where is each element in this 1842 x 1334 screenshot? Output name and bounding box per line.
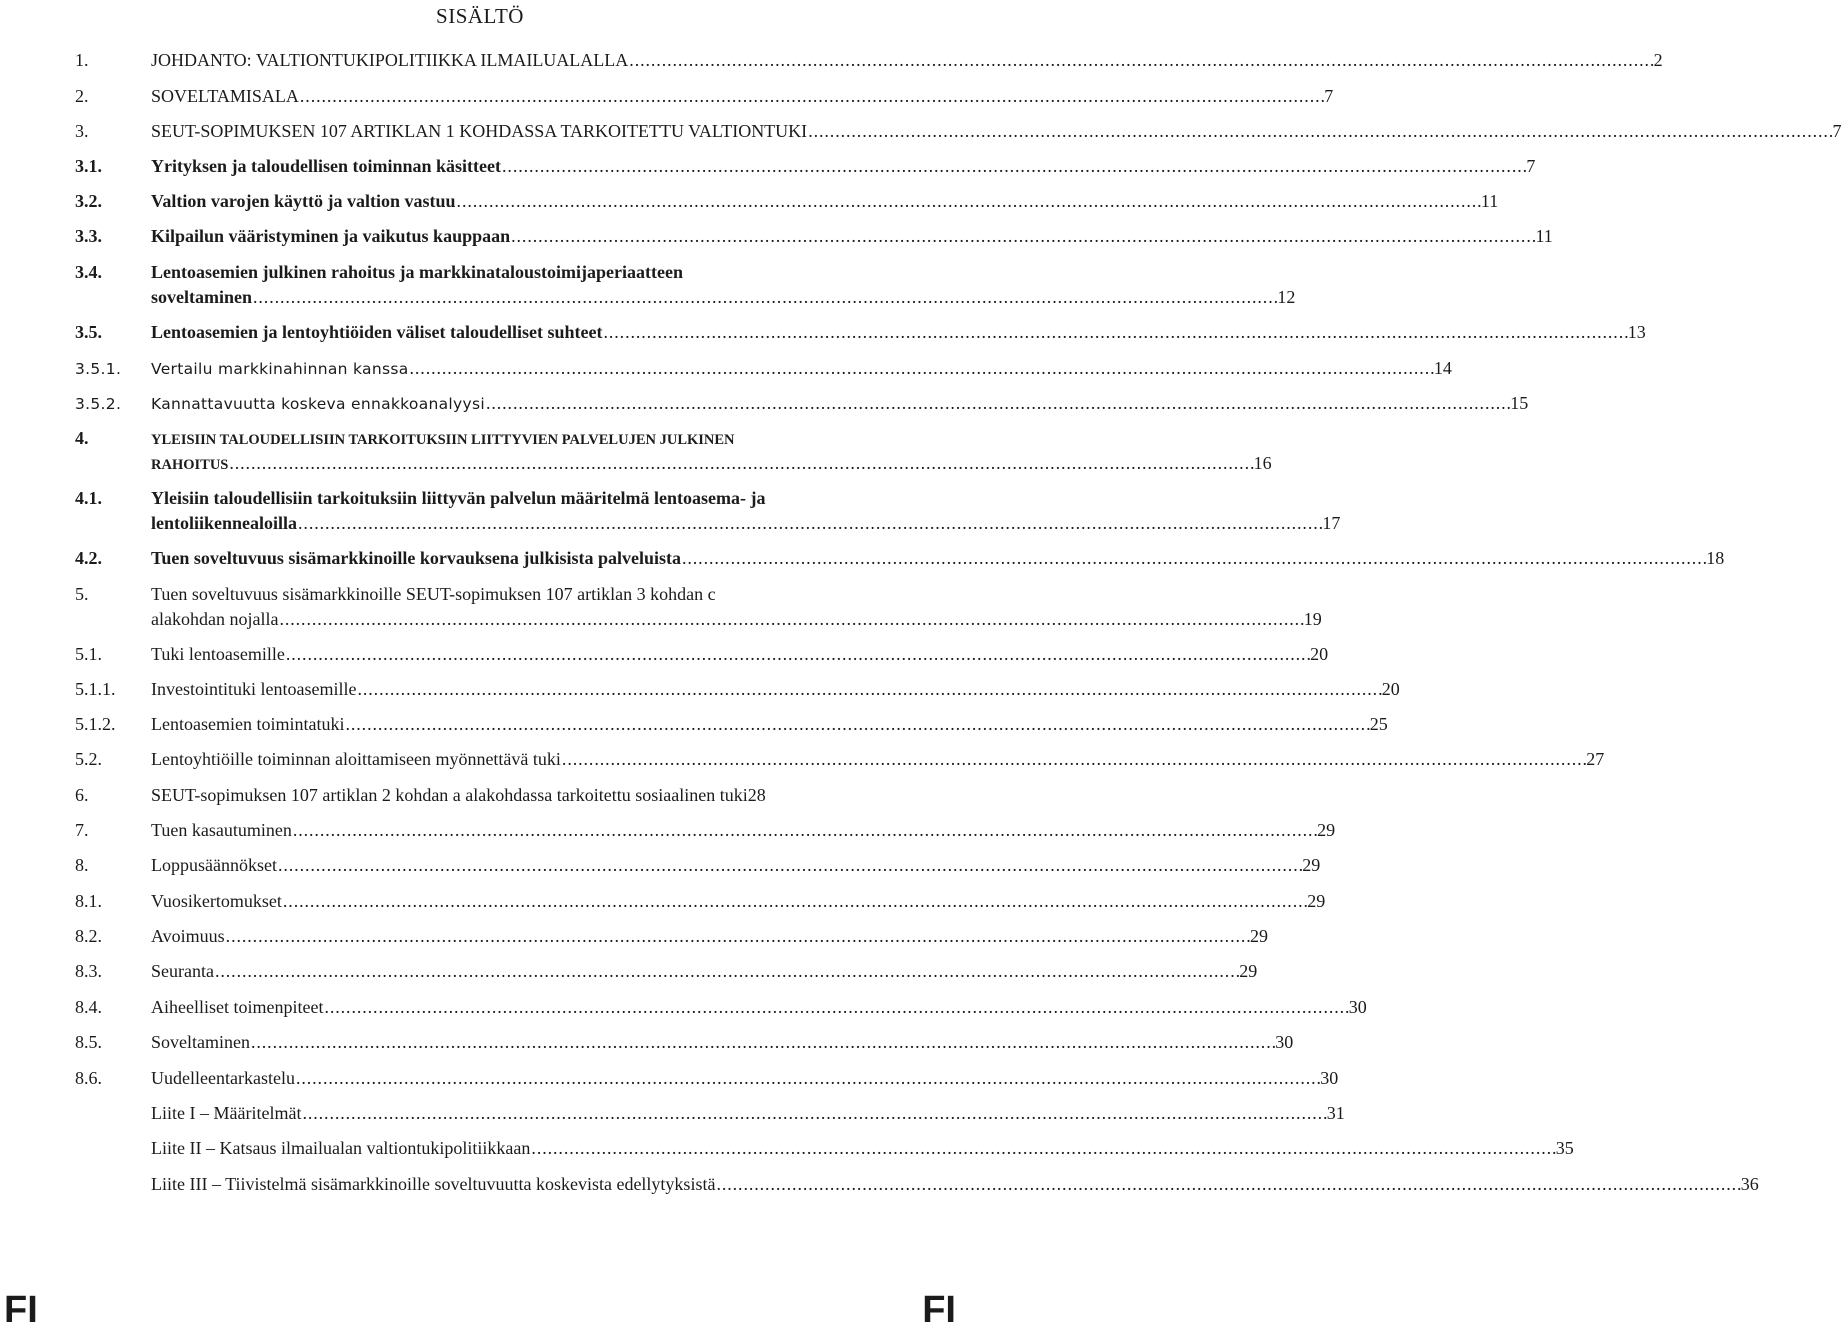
toc-entry-title: Lentoasemien julkinen rahoitus ja markkinataloustoimijaperiaatteen — [151, 262, 684, 282]
toc-entry[interactable] — [75, 582, 1322, 632]
toc-page-number: 29 — [1239, 961, 1258, 981]
toc-entry[interactable] — [75, 320, 1646, 345]
toc-entry[interactable] — [75, 853, 1321, 878]
toc-leader-dots — [296, 1066, 1319, 1091]
toc-leader-dots — [562, 747, 1585, 772]
toc-entry-title: Liite II – Katsaus ilmailualan valtiontukipolitiikkaan — [151, 1138, 531, 1158]
toc-page-number: 20 — [1381, 679, 1400, 699]
toc-page-number: 20 — [1310, 644, 1329, 664]
toc-entry[interactable] — [75, 1136, 1574, 1161]
toc-entry-title: alakohdan nojalla — [151, 609, 279, 629]
toc-leader-dots — [283, 889, 1306, 914]
toc-entry-number: 4.1. — [75, 488, 102, 508]
toc-leader-dots — [278, 853, 1301, 878]
toc-entry-title: Soveltaminen — [151, 1032, 250, 1052]
toc-entry-number: 3.4. — [75, 262, 102, 282]
toc-leader-dots — [253, 285, 1276, 310]
toc-page-number: 12 — [1277, 287, 1296, 307]
toc-entry-title: soveltaminen — [151, 287, 252, 307]
toc-entry[interactable] — [75, 677, 1400, 702]
toc-leader-dots — [298, 511, 1321, 536]
toc-entry-title: Avoimuus — [151, 926, 225, 946]
toc-leader-dots — [716, 1172, 1739, 1197]
toc-page-number: 30 — [1275, 1032, 1294, 1052]
toc-page-number: 25 — [1369, 714, 1388, 734]
toc-page-number: 18 — [1706, 548, 1725, 568]
toc-entry-number: 8.1. — [75, 891, 102, 911]
toc-leader-dots — [251, 1030, 1274, 1055]
toc-entry-title: Lentoyhtiöille toiminnan aloittamiseen myönnettävä tuki — [151, 749, 561, 769]
toc-entry-number: 2. — [75, 86, 89, 106]
toc-page-number: 29 — [1249, 926, 1268, 946]
toc-leader-dots — [457, 189, 1480, 214]
toc-entry-title: Lentoasemien toimintatuki — [151, 714, 345, 734]
toc-entry-title: Liite I – Määritelmät — [151, 1103, 302, 1123]
toc-entry-number: 5.1.2. — [75, 714, 116, 734]
toc-entry-number: 3.5.2. — [75, 395, 122, 413]
toc-entry-number: 3.5.1. — [75, 360, 122, 378]
toc-leader-dots — [286, 642, 1309, 667]
toc-entry-title: SEUT-SOPIMUKSEN 107 ARTIKLAN 1 KOHDASSA TARKOITETTU VALTIONTUKI — [151, 121, 808, 141]
toc-page-number: 29 — [1317, 820, 1336, 840]
toc-page-number: 30 — [1320, 1068, 1339, 1088]
toc-entry-title: Aiheelliset toimenpiteet — [151, 997, 324, 1017]
toc-entry[interactable] — [75, 546, 1725, 571]
toc-entry[interactable] — [75, 747, 1605, 772]
toc-entry-number: 8. — [75, 855, 89, 875]
toc-entry-title: Vertailu markkinahinnan kanssa — [151, 360, 409, 378]
toc-entry-title: Tuen soveltuvuus sisämarkkinoille korvauksena julkisista palveluista — [151, 548, 681, 568]
toc-entry[interactable] — [75, 154, 1536, 179]
toc-page-number: 28 — [747, 785, 766, 805]
toc-page-number: 11 — [1535, 226, 1553, 246]
toc-entry-title: Investointituki lentoasemille — [151, 679, 357, 699]
toc-entry[interactable] — [75, 924, 1268, 949]
toc-entry-number: 1. — [75, 50, 89, 70]
toc-page-number: 31 — [1326, 1103, 1345, 1123]
toc-entry[interactable] — [75, 84, 1334, 109]
toc-entry[interactable] — [75, 889, 1326, 914]
toc-entry-number: 3.3. — [75, 226, 102, 246]
footer-language-left: FI — [4, 1289, 38, 1331]
toc-entry-title: Tuen kasautuminen — [151, 820, 292, 840]
toc-entry-number: 3. — [75, 121, 89, 141]
toc-entry[interactable] — [75, 783, 885, 808]
toc-page-number: 14 — [1433, 358, 1452, 378]
toc-page-number: 13 — [1627, 322, 1646, 342]
toc-entry-title: SOVELTAMISALA — [151, 86, 299, 106]
toc-leader-dots — [345, 712, 1368, 737]
toc-page-number: 19 — [1303, 609, 1322, 629]
toc-entry[interactable] — [75, 224, 1553, 249]
toc-entry[interactable] — [75, 426, 1272, 476]
toc-entry-title: Loppusäännökset — [151, 855, 277, 875]
toc-leader-dots — [293, 818, 1316, 843]
toc-entry-number: 3.2. — [75, 191, 102, 211]
toc-entry[interactable] — [75, 119, 1842, 144]
toc-entry-number: 5.1. — [75, 644, 102, 664]
toc-page-number: 17 — [1322, 513, 1341, 533]
toc-page-number: 7 — [1832, 121, 1842, 141]
toc-entry-number: 7. — [75, 820, 89, 840]
toc-entry[interactable] — [75, 48, 1663, 73]
toc-entry[interactable] — [75, 712, 1388, 737]
toc-leader-dots — [226, 924, 1249, 949]
toc-entry[interactable] — [75, 1066, 1339, 1091]
toc-entry-title: Valtion varojen käyttö ja valtion vastuu — [151, 191, 456, 211]
toc-page-number: 27 — [1586, 749, 1605, 769]
toc-entry-title: lentoliikennealoilla — [151, 513, 298, 533]
toc-entry[interactable] — [75, 1101, 1345, 1126]
toc-entry-title: Lentoasemien ja lentoyhtiöiden väliset taloudelliset suhteet — [151, 322, 603, 342]
toc-entry-title: Tuki lentoasemille — [151, 644, 285, 664]
toc-entry-number: 6. — [75, 785, 89, 805]
toc-entry-number: 5.2. — [75, 749, 102, 769]
toc-entry-number: 8.6. — [75, 1068, 102, 1088]
toc-entry-number: 4. — [75, 428, 89, 448]
toc-leader-dots — [410, 356, 1433, 381]
toc-entry-title: Yleisiin taloudellisiin tarkoituksiin liittyvän palvelun määritelmä lentoasema- ja — [151, 488, 766, 508]
toc-entry-title: Tuen soveltuvuus sisämarkkinoille SEUT-sopimuksen 107 artiklan 3 kohdan c — [151, 584, 716, 604]
toc-leader-dots — [486, 391, 1509, 416]
toc-entry-number: 8.2. — [75, 926, 102, 946]
toc-page-number: 15 — [1510, 393, 1529, 413]
toc-entry-number: 3.5. — [75, 322, 102, 342]
toc-leader-dots — [502, 154, 1525, 179]
toc-entry[interactable] — [75, 642, 1329, 667]
toc-entry-number: 8.5. — [75, 1032, 102, 1052]
toc-entry-title: Yrityksen ja taloudellisen toiminnan käsitteet — [151, 156, 502, 176]
toc-entry[interactable] — [75, 995, 1367, 1020]
toc-page-number: 30 — [1348, 997, 1367, 1017]
toc-page-number: 16 — [1253, 453, 1272, 473]
toc-leader-dots — [215, 959, 1238, 984]
toc-entry-title: Liite III – Tiivistelmä sisämarkkinoille soveltuvuutta koskevista edellytyksistä — [151, 1174, 716, 1194]
toc-leader-dots — [357, 677, 1380, 702]
toc-page-number: 11 — [1480, 191, 1499, 211]
toc-page-number: 36 — [1740, 1174, 1759, 1194]
toc-entry[interactable] — [75, 959, 1258, 984]
toc-entry-title: Vuosikertomukset — [151, 891, 282, 911]
toc-leader-dots — [279, 607, 1302, 632]
toc-leader-dots — [531, 1136, 1554, 1161]
toc-leader-dots — [629, 48, 1652, 73]
toc-entry-number: 8.3. — [75, 961, 102, 981]
toc-entry-title: RAHOITUS — [151, 457, 229, 473]
toc-entry[interactable] — [75, 1030, 1294, 1055]
toc-page-number: 7 — [1324, 86, 1334, 106]
toc-page-number: 35 — [1555, 1138, 1574, 1158]
toc-leader-dots — [300, 84, 1323, 109]
toc-entry[interactable] — [75, 260, 1296, 310]
toc-entry[interactable] — [75, 818, 1336, 843]
toc-page-number: 29 — [1307, 891, 1326, 911]
toc-leader-dots — [682, 546, 1705, 571]
toc-page-number: 7 — [1526, 156, 1536, 176]
toc-leader-dots — [808, 119, 1831, 144]
toc-entry[interactable] — [75, 391, 1529, 416]
toc-entry-title: Seuranta — [151, 961, 214, 981]
toc-page-number: 29 — [1302, 855, 1321, 875]
toc-leader-dots — [229, 451, 1252, 476]
toc-entry[interactable] — [75, 1172, 1759, 1197]
toc-leader-dots — [302, 1101, 1325, 1126]
toc-entry-title: SEUT-sopimuksen 107 artiklan 2 kohdan a alakohdassa tarkoitettu sosiaalinen tuki — [151, 785, 748, 805]
toc-entry-number: 5.1.1. — [75, 679, 116, 699]
toc-entry-title: Uudelleentarkastelu — [151, 1068, 295, 1088]
toc-page-number: 2 — [1653, 50, 1663, 70]
toc-entry-title: YLEISIIN TALOUDELLISIIN TARKOITUKSIIN LIITTYVIEN PALVELUJEN JULKINEN — [151, 432, 735, 448]
footer-language-right: FI — [922, 1289, 956, 1331]
toc-entry-number: 3.1. — [75, 156, 102, 176]
toc-entry-number: 8.4. — [75, 997, 102, 1017]
toc-entry[interactable] — [75, 189, 1499, 214]
toc-entry[interactable] — [75, 486, 1341, 536]
toc-entry-number: 5. — [75, 584, 89, 604]
toc-entry-title: JOHDANTO: VALTIONTUKIPOLITIIKKA ILMAILUALALLA — [151, 50, 629, 70]
toc-entry[interactable] — [75, 356, 1452, 381]
toc-entry-title: Kannattavuutta koskeva ennakkoanalyysi — [151, 395, 485, 413]
toc-leader-dots — [511, 224, 1534, 249]
page-title: SISÄLTÖ — [436, 4, 524, 28]
toc-entry-number: 4.2. — [75, 548, 102, 568]
toc-leader-dots — [603, 320, 1626, 345]
toc-leader-dots — [324, 995, 1347, 1020]
toc-entry-title: Kilpailun vääristyminen ja vaikutus kauppaan — [151, 226, 511, 246]
